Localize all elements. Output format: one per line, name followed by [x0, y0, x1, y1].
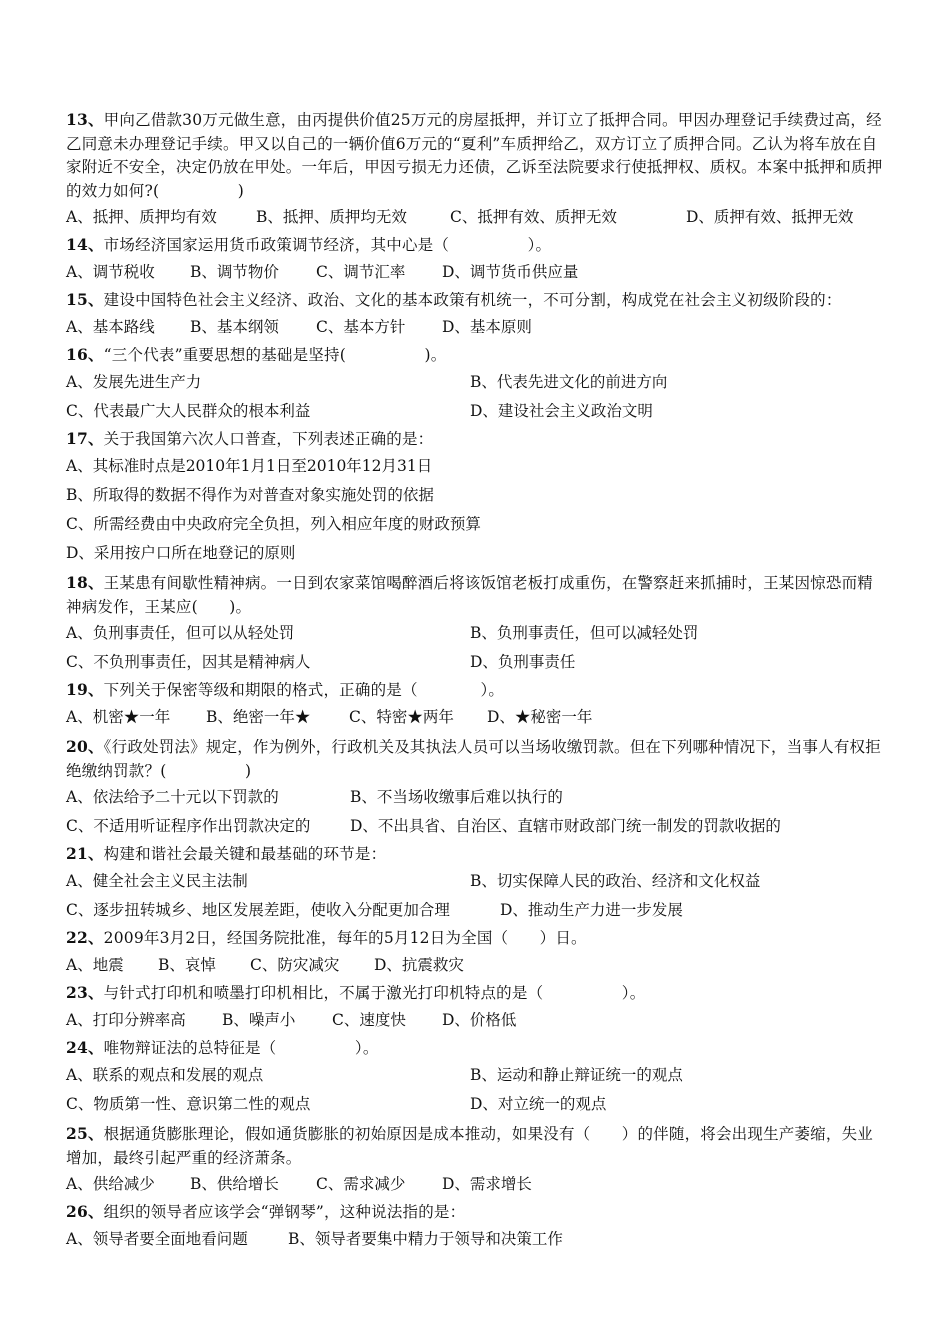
option-c[interactable]: C、需求减少: [316, 1175, 406, 1193]
option-c[interactable]: C、防灾减灾: [250, 956, 340, 974]
question-number: 14、: [66, 235, 104, 254]
option-row: [66, 203, 888, 232]
question-text: 唯物辩证法的总特征是（ ）。: [103, 1039, 379, 1057]
option-b[interactable]: B、运动和静止辩证统一的观点: [470, 1066, 683, 1084]
question-text: 下列关于保密等级和期限的格式，正确的是（ ）。: [103, 681, 505, 699]
option-row: [66, 648, 888, 677]
option-a[interactable]: A、机密★一年: [66, 708, 171, 726]
question-number: 16、: [66, 345, 104, 364]
option-row: [66, 951, 888, 980]
question-15: [66, 287, 888, 313]
question-number: 21、: [66, 844, 104, 863]
option-row: [66, 1170, 888, 1199]
option-b[interactable]: B、基本纲领: [190, 318, 279, 336]
option-d[interactable]: D、调节货币供应量: [442, 263, 579, 281]
option-row: [66, 867, 888, 896]
option-row: [66, 313, 888, 342]
question-23: [66, 980, 888, 1006]
question-text: 与针式打印机和喷墨打印机相比，不属于激光打印机特点的是（ ）。: [103, 984, 646, 1002]
option-a[interactable]: A、联系的观点和发展的观点: [66, 1066, 264, 1084]
option-a[interactable]: A、依法给予二十元以下罚款的: [66, 788, 279, 806]
option-row: [66, 619, 888, 648]
option-row: [66, 896, 888, 925]
question-text: 建设中国特色社会主义经济、政治、文化的基本政策有机统一，不可分割，构成党在社会主义初级阶段的：: [103, 291, 842, 309]
option-b[interactable]: B、代表先进文化的前进方向: [470, 373, 668, 391]
option-a[interactable]: A、供给减少: [66, 1175, 155, 1193]
option-a[interactable]: A、基本路线: [66, 318, 155, 336]
question-24: [66, 1035, 888, 1061]
question-number: 15、: [66, 290, 104, 309]
option-b[interactable]: B、噪声小: [222, 1011, 296, 1029]
question-26: [66, 1199, 888, 1225]
option-c[interactable]: C、特密★两年: [349, 708, 454, 726]
option-d[interactable]: D、建设社会主义政治文明: [470, 402, 653, 420]
option-b[interactable]: B、所取得的数据不得作为对普查对象实施处罚的依据: [66, 486, 434, 504]
question-number: 19、: [66, 680, 104, 699]
question-page: [66, 105, 888, 1254]
question-number: 13、: [66, 110, 104, 129]
option-row: [66, 368, 888, 397]
question-text: 王某患有间歇性精神病。一日到农家菜馆喝醉酒后将该饭馆老板打成重伤，在警察赶来抓捕时，王某因惊恐而精神病发作，王某应( )。: [66, 574, 873, 616]
question-number: 20、: [66, 737, 104, 756]
option-d[interactable]: D、质押有效、抵押无效: [686, 208, 854, 226]
option-b[interactable]: B、哀悼: [158, 956, 216, 974]
option-row: [66, 452, 888, 481]
question-18: [66, 568, 888, 619]
question-13: [66, 105, 888, 203]
option-row: [66, 1225, 888, 1254]
question-number: 24、: [66, 1038, 104, 1057]
option-c[interactable]: C、所需经费由中央政府完全负担，列入相应年度的财政预算: [66, 515, 481, 533]
option-row: [66, 1006, 888, 1035]
question-22: [66, 925, 888, 951]
option-b[interactable]: B、负刑事责任，但可以减轻处罚: [470, 624, 699, 642]
question-text: 2009年3月2日，经国务院批准，每年的5月12日为全国（ ）日。: [103, 929, 587, 947]
option-row: [66, 397, 888, 426]
option-c[interactable]: C、调节汇率: [316, 263, 406, 281]
question-text: 构建和谐社会最关键和最基础的环节是：: [103, 845, 387, 863]
question-16: [66, 342, 888, 368]
option-d[interactable]: D、负刑事责任: [470, 653, 576, 671]
option-row: [66, 1090, 888, 1119]
option-d[interactable]: D、采用按户口所在地登记的原则: [66, 544, 296, 562]
option-b[interactable]: B、抵押、质押均无效: [256, 208, 407, 226]
option-row: [66, 481, 888, 510]
option-row: [66, 1061, 888, 1090]
option-a[interactable]: A、调节税收: [66, 263, 155, 281]
option-c[interactable]: C、逐步扭转城乡、地区发展差距，使收入分配更加合理: [66, 901, 450, 919]
option-d[interactable]: D、需求增长: [442, 1175, 532, 1193]
question-14: [66, 232, 888, 258]
option-row: [66, 812, 888, 841]
option-b[interactable]: B、领导者要集中精力于领导和决策工作: [288, 1230, 563, 1248]
option-b[interactable]: B、调节物价: [190, 263, 279, 281]
option-a[interactable]: A、健全社会主义民主法制: [66, 872, 248, 890]
question-number: 17、: [66, 429, 104, 448]
option-d[interactable]: D、抗震救灾: [374, 956, 464, 974]
option-b[interactable]: B、不当场收缴事后难以执行的: [350, 788, 563, 806]
question-text: 甲向乙借款30万元做生意，由丙提供价值25万元的房屋抵押，并订立了抵押合同。甲因办理登记手续费过高，经乙同意未办理登记手续。甲又以自己的一辆价值6万元的“夏利”车质押给乙，双方订立了质押合同。乙认为将车放在自家附近不安全，决定仍放在甲处。一年后，甲因亏损无力还债，乙诉至法院要求行使抵押权、质权。本案中抵押和质押的效力如何?( ): [66, 111, 883, 200]
option-c[interactable]: C、基本方针: [316, 318, 406, 336]
option-b[interactable]: B、供给增长: [190, 1175, 279, 1193]
option-a[interactable]: A、抵押、质押均有效: [66, 208, 217, 226]
question-number: 25、: [66, 1124, 104, 1143]
question-20: [66, 732, 888, 783]
option-row: [66, 539, 888, 568]
question-text: 市场经济国家运用货币政策调节经济，其中心是（ ）。: [103, 236, 552, 254]
question-text: 根据通货膨胀理论，假如通货膨胀的初始原因是成本推动，如果没有（ ）的伴随，将会出现生产萎缩，失业增加，最终引起严重的经济萧条。: [66, 1125, 873, 1167]
option-c[interactable]: C、物质第一性、意识第二性的观点: [66, 1095, 311, 1113]
option-row: [66, 783, 888, 812]
option-row: [66, 258, 888, 287]
option-d[interactable]: D、对立统一的观点: [470, 1095, 607, 1113]
option-c[interactable]: C、不负刑事责任，因其是精神病人: [66, 653, 311, 671]
question-text: 关于我国第六次人口普查，下列表述正确的是：: [103, 430, 434, 448]
option-a[interactable]: A、其标准时点是2010年1月1日至2010年12月31日: [66, 457, 433, 475]
option-b[interactable]: B、切实保障人民的政治、经济和文化权益: [470, 872, 761, 890]
option-row: [66, 703, 888, 732]
option-d[interactable]: D、推动生产力进一步发展: [500, 901, 683, 919]
option-row: [66, 510, 888, 539]
question-number: 22、: [66, 928, 104, 947]
option-c[interactable]: C、不适用听证程序作出罚款决定的: [66, 817, 311, 835]
option-c[interactable]: C、抵押有效、质押无效: [450, 208, 617, 226]
question-number: 26、: [66, 1202, 104, 1221]
question-17: [66, 426, 888, 452]
option-a[interactable]: A、领导者要全面地看问题: [66, 1230, 248, 1248]
option-b[interactable]: B、绝密一年★: [206, 708, 311, 726]
question-25: [66, 1119, 888, 1170]
question-number: 18、: [66, 573, 104, 592]
option-a[interactable]: A、地震: [66, 956, 124, 974]
question-text: 《行政处罚法》规定，作为例外，行政机关及其执法人员可以当场收缴罚款。但在下列哪种情况下，当事人有权拒绝缴纳罚款？( ): [66, 738, 881, 780]
option-a[interactable]: A、负刑事责任，但可以从轻处罚: [66, 624, 295, 642]
question-text: 组织的领导者应该学会“弹钢琴”，这种说法指的是：: [103, 1203, 466, 1221]
option-a[interactable]: A、打印分辨率高: [66, 1011, 186, 1029]
question-21: [66, 841, 888, 867]
option-d[interactable]: D、★秘密一年: [487, 708, 593, 726]
question-text: “三个代表”重要思想的基础是坚持( )。: [103, 346, 447, 364]
question-number: 23、: [66, 983, 104, 1002]
option-d[interactable]: D、基本原则: [442, 318, 532, 336]
option-a[interactable]: A、发展先进生产力: [66, 373, 202, 391]
option-d[interactable]: D、不出具省、自治区、直辖市财政部门统一制发的罚款收据的: [350, 817, 781, 835]
option-c[interactable]: C、速度快: [332, 1011, 406, 1029]
option-d[interactable]: D、价格低: [442, 1011, 517, 1029]
option-c[interactable]: C、代表最广大人民群众的根本利益: [66, 402, 311, 420]
question-19: [66, 677, 888, 703]
